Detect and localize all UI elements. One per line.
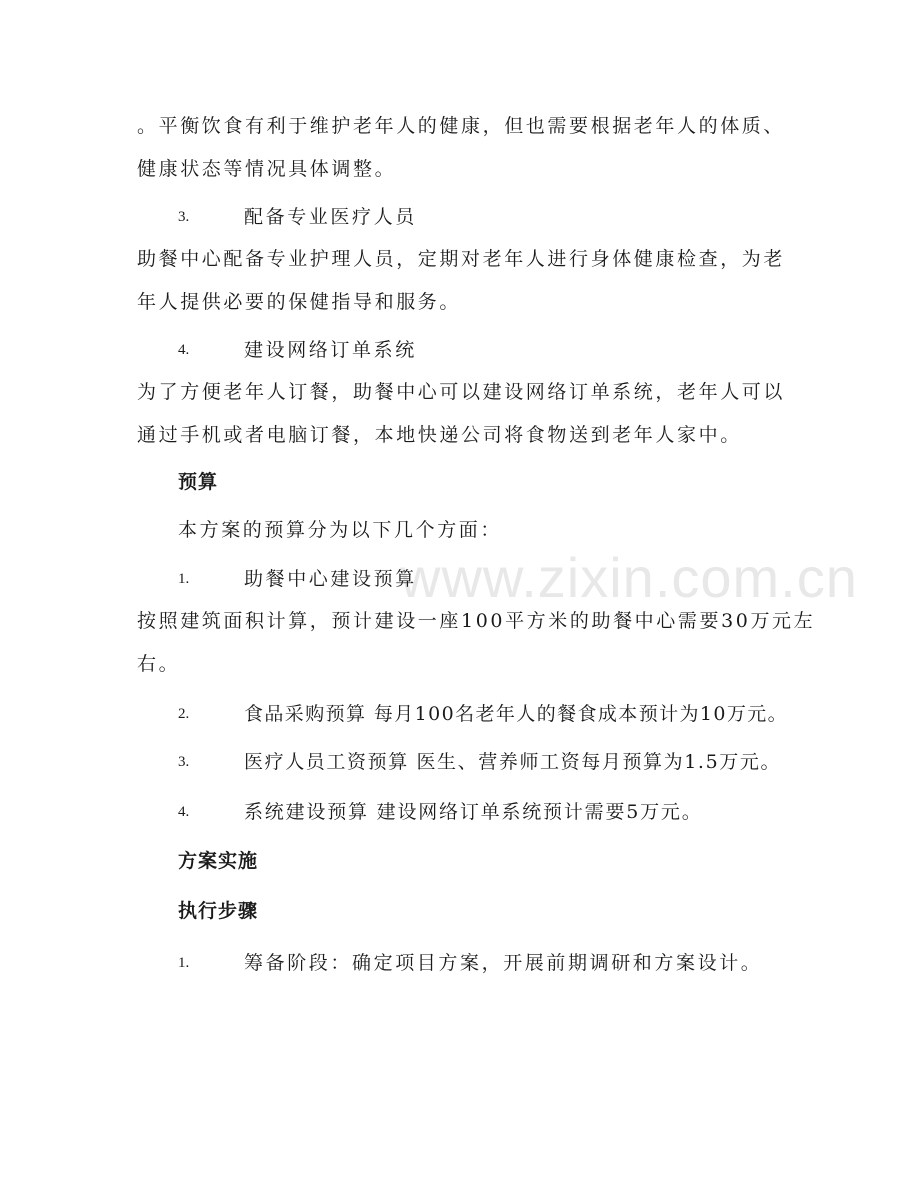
item-number: 3. — [178, 754, 190, 770]
item-number: 3. — [178, 209, 190, 225]
item-title: 建设网络订单系统 — [244, 339, 417, 361]
item-number: 4. — [178, 342, 190, 358]
item-number: 1. — [178, 571, 190, 587]
item-title: 助餐中心建设预算 — [244, 568, 417, 590]
paragraph-line: 右。 — [137, 653, 181, 675]
section-heading-implementation: 方案实施 — [178, 850, 259, 872]
paragraph-line: 。平衡饮食有利于维护老年人的健康，但也需要根据老年人的体质、 — [137, 115, 786, 137]
item-title: 系统建设预算 建设网络订单系统预计需要5万元。 — [244, 801, 703, 823]
paragraph-line: 健康状态等情况具体调整。 — [137, 158, 397, 180]
budget-intro: 本方案的预算分为以下几个方面： — [178, 519, 503, 541]
paragraph-line: 为了方便老年人订餐，助餐中心可以建设网络订单系统，老年人可以 — [137, 381, 786, 403]
item-title: 配备专业医疗人员 — [244, 206, 417, 228]
item-title: 食品采购预算 每月100名老年人的餐食成本预计为10万元。 — [244, 703, 789, 725]
paragraph-line: 年人提供必要的保健指导和服务。 — [137, 291, 462, 313]
item-number: 2. — [178, 706, 190, 722]
subheading-steps: 执行步骤 — [178, 900, 259, 922]
watermark: www.zixin.com.cn — [400, 546, 858, 609]
item-title: 筹备阶段：确定项目方案，开展前期调研和方案设计。 — [244, 952, 763, 974]
paragraph-line: 助餐中心配备专业护理人员，定期对老年人进行身体健康检查，为老 — [137, 248, 786, 270]
section-heading-budget: 预算 — [178, 471, 219, 493]
paragraph-line: 按照建筑面积计算，预计建设一座100平方米的助餐中心需要30万元左 — [137, 610, 816, 632]
item-number: 4. — [178, 804, 190, 820]
item-title: 医疗人员工资预算 医生、营养师工资每月预算为1.5万元。 — [244, 751, 782, 773]
paragraph-line: 通过手机或者电脑订餐，本地快递公司将食物送到老年人家中。 — [137, 424, 742, 446]
item-number: 1. — [178, 955, 190, 971]
